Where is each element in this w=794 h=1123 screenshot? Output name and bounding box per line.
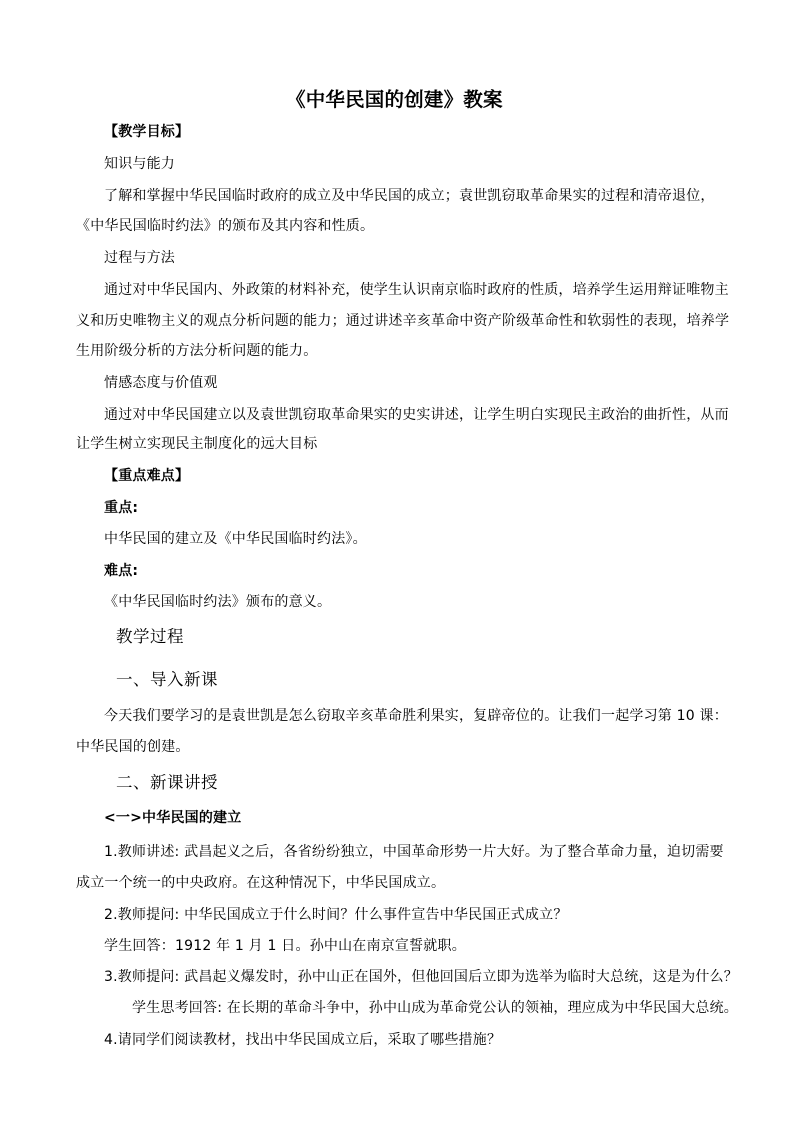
objectives-heading: 【教学目标】 [104, 124, 190, 140]
paragraph: 1.教师讲述: 武昌起义之后，各省纷纷独立，中国革命形势一片大好。为了整合革命力量，迫切需要 [104, 844, 724, 860]
paragraph: 4.请同学们阅读教材，找出中华民国成立后，采取了哪些措施？ [104, 1032, 502, 1048]
teaching-process-heading: 教学过程 [116, 627, 184, 646]
difficult-label: 难点: [104, 563, 139, 579]
knowledge-text: 了解和掌握中华民国临时政府的成立及中华民国的成立；袁世凯窃取革命果实的过程和清帝退位， [104, 188, 715, 204]
paragraph: 成立一个统一的中央政府。在这种情况下，中华民国成立。 [76, 875, 446, 891]
process-label: 过程与方法 [104, 250, 175, 266]
emotion-label: 情感态度与价值观 [104, 375, 218, 391]
emotion-text: 通过对中华民国建立以及袁世凯窃取革命果实的史实讲述，让学生明白实现民主政治的曲折性，从而 [104, 407, 729, 423]
subsection-heading: <一>中华民国的建立 [104, 810, 242, 826]
knowledge-text: 《中华民国临时约法》的颁布及其内容和性质。 [76, 218, 375, 234]
paragraph: 2.教师提问: 中华民国成立于什么时间？什么事件宣告中华民国正式成立？ [104, 907, 568, 923]
emotion-text: 让学生树立实现民主制度化的远大目标 [76, 436, 318, 452]
paragraph: 3.教师提问: 武昌起义爆发时，孙中山正在国外，但他回国后立即为选举为临时大总统，这是为什么？ [104, 969, 738, 985]
key-points-heading: 【重点难点】 [104, 468, 190, 484]
paragraph: 学生思考回答: 在长期的革命斗争中，孙中山成为革命党公认的领袖，理应成为中华民国大总统。 [132, 1000, 738, 1016]
key-text: 中华民国的建立及《中华民国临时约法》。 [104, 531, 367, 547]
process-text: 通过对中华民国内、外政策的材料补充，使学生认识南京临时政府的性质，培养学生运用辩证唯物主 [104, 282, 729, 298]
intro-text: 中华民国的创建。 [76, 739, 190, 755]
document-title: 《中华民国的创建》教案 [286, 88, 503, 111]
section-heading: 二、新课讲授 [116, 773, 218, 792]
section-heading: 一、导入新课 [116, 670, 218, 689]
process-text: 生用阶级分析的方法分析问题的能力。 [76, 343, 318, 359]
knowledge-label: 知识与能力 [104, 156, 175, 172]
difficult-text: 《中华民国临时约法》颁布的意义。 [104, 594, 332, 610]
intro-text: 今天我们要学习的是袁世凯是怎么窃取辛亥革命胜利果实，复辟帝位的。让我们一起学习第 10 课： [104, 708, 728, 724]
key-label: 重点: [104, 500, 139, 516]
process-text: 义和历史唯物主义的观点分析问题的能力；通过讲述辛亥革命中资产阶级革命性和软弱性的表现，培养学 [76, 313, 730, 329]
paragraph: 学生回答：1912 年 1 月 1 日。孙中山在南京宣誓就职。 [104, 938, 466, 954]
